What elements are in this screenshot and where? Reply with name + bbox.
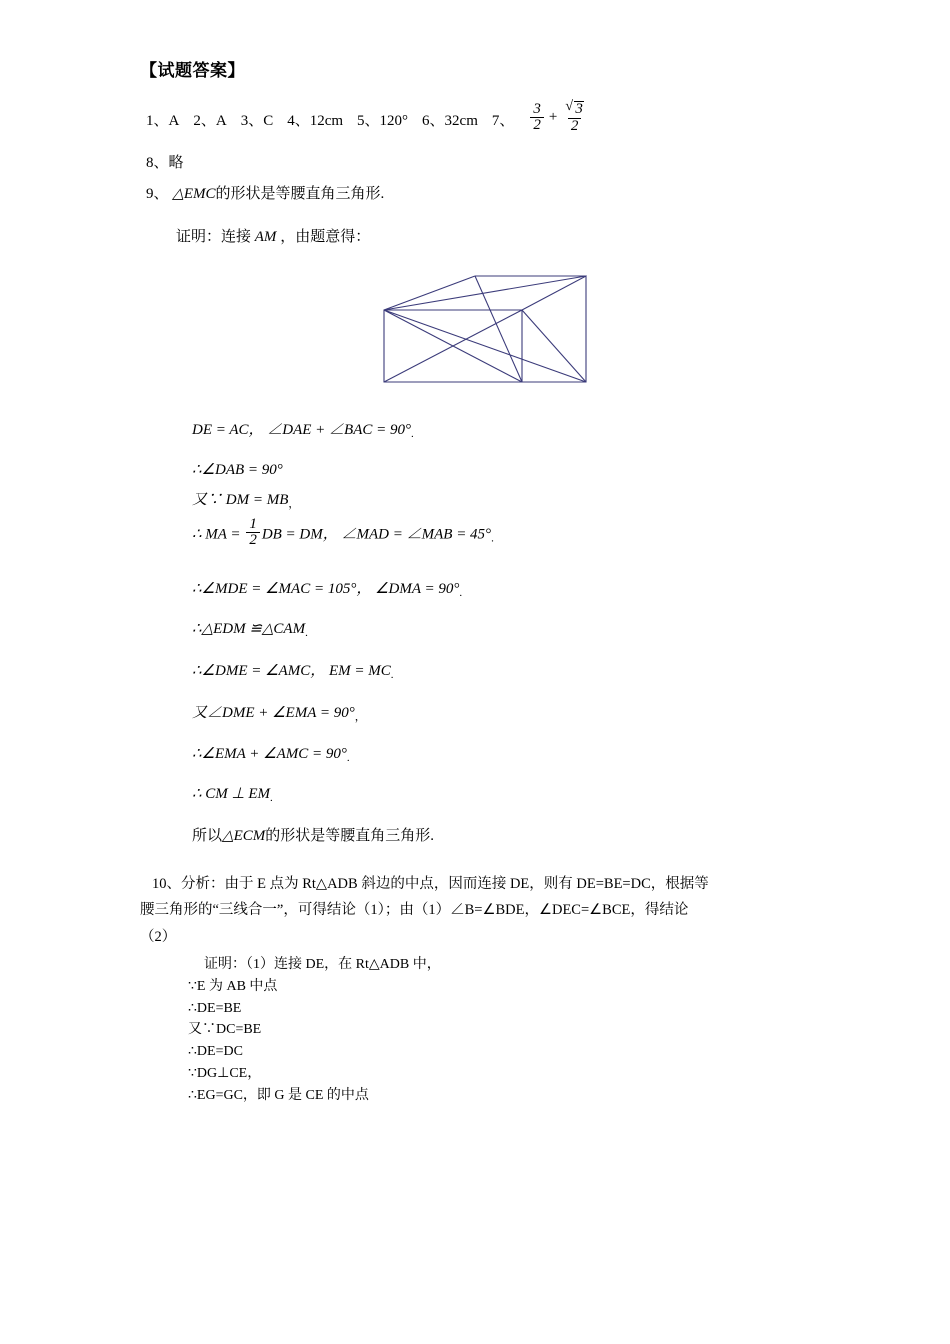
proof-step-1-tail: . — [411, 427, 414, 440]
item-10-proof-line-4: 又∵DC=BE — [188, 1022, 262, 1038]
proof-step-2 — [140, 460, 830, 480]
proof-step-3-tail: ， — [288, 497, 300, 510]
answer-item-5: 5、120° — [357, 113, 409, 130]
geometry-diagram — [380, 272, 590, 387]
answer-item-3: 3、C — [240, 113, 274, 130]
item-10-proof-line-7: ∴EG=GC，即 G 是 CE 的中点 — [188, 1087, 369, 1103]
item-10-proof-line-5: ∴DE=DC — [188, 1044, 243, 1060]
proof-step-9-tail: . — [346, 752, 350, 764]
proof-intro — [140, 225, 830, 246]
item-10-analysis-line-2: 腰三角形的“三线合一”，可得结论（1）；由（1）∠B=∠BDE，∠DEC=∠BCE，得结论 — [140, 902, 689, 919]
proof-step-10-text: ∴ CM ⊥ EM — [192, 786, 271, 802]
answer-item-4: 4、12cm — [287, 113, 344, 130]
answer-item-2: 2、A — [193, 113, 227, 130]
triangle-name-emc: EMC — [183, 185, 216, 202]
proof-step-1 — [140, 418, 830, 440]
triangle-name-ecm: ECM — [233, 828, 266, 844]
item-10-proof-line-1: 证明：（1）连接 DE，在 Rt△ADB 中， — [204, 957, 441, 973]
item-10-analysis-line-1: 10、分析：由于 E 点为 Rt△ADB 斜边的中点，因而连接 DE，则有 DE=BE=DC，根据等 — [152, 876, 709, 892]
proof-step-6 — [140, 619, 830, 639]
answer-item-1: 1、A — [146, 113, 180, 130]
proof-step-8 — [140, 701, 830, 724]
proof-step-6-tail: . — [305, 627, 308, 639]
conclusion-suffix: 的形状是等腰直角三角形. — [265, 828, 434, 844]
proof-step-3-text: 又∵ DM = MB — [192, 491, 289, 508]
proof-step-4 — [140, 515, 830, 552]
fraction-three-halves — [530, 102, 544, 135]
fraction-sqrt3-over-2 — [562, 101, 587, 135]
fraction-numerator: 3 — [533, 100, 541, 117]
proof-step-5-tail: . — [459, 587, 463, 599]
fraction-denominator: 2 — [530, 117, 544, 134]
triangle-symbol: △ — [222, 828, 234, 844]
proof-step-6-text: ∴△EDM ≌△CAM — [192, 621, 306, 637]
proof-step-7-text: ∴∠DME = ∠AMC， EM = MC — [192, 663, 391, 679]
fraction-numerator-sqrt: √ 3 — [562, 101, 587, 118]
objective-answers-row — [140, 100, 830, 137]
item-10-proof-line-3: ∴DE=BE — [188, 1000, 242, 1016]
item-9-label: 9、 — [146, 185, 169, 202]
proof-intro-prefix: 证明：连接 — [176, 228, 252, 245]
proof-step-8-text: 又∠DME + ∠EMA = 90° — [192, 705, 355, 721]
proof-step-9 — [140, 744, 830, 764]
item-9-text: 的形状是等腰直角三角形. — [215, 185, 385, 202]
proof-step-3 — [140, 488, 830, 511]
triangle-symbol: △ — [172, 185, 184, 202]
fraction-one-half: $\frac{1}{2}$ — [246, 517, 260, 550]
geometry-figure — [140, 272, 830, 392]
answer-item-7-label: 7、 — [491, 113, 515, 130]
page-title: 【试题答案】 — [140, 61, 245, 80]
proof-step-10 — [140, 784, 830, 804]
item-8: 8、略 — [146, 154, 184, 171]
answer-item-6: 6、32cm — [422, 113, 478, 130]
proof-conclusion — [140, 824, 830, 845]
proof-intro-suffix: ，由题意得： — [280, 228, 371, 245]
item-9 — [140, 182, 830, 203]
proof-step-4-tail: . — [491, 532, 494, 545]
proof-step-7-tail: . — [390, 669, 394, 681]
proof-step-4-text: ∴ MA = — [192, 526, 245, 543]
segment-am: AM — [254, 228, 277, 245]
proof-step-5 — [140, 577, 830, 599]
item-10-analysis-line-3: （2） — [140, 928, 177, 945]
item-10-proof-line-2: ∵E 为 AB 中点 — [188, 979, 278, 995]
proof-step-5-text: ∴∠MDE = ∠MAC = 105°， ∠DMA = 90° — [192, 581, 460, 597]
conclusion-prefix: 所以 — [192, 828, 223, 844]
proof-step-7 — [140, 659, 830, 681]
proof-step-4-text-cont: DB = DM， ∠MAD = ∠MAB = 45° — [261, 526, 492, 543]
plus-sign: + — [548, 109, 558, 126]
proof-step-8-tail: ， — [354, 711, 366, 723]
proof-step-10-tail: . — [270, 792, 273, 804]
proof-step-9-text: ∴∠EMA + ∠AMC = 90° — [192, 746, 347, 762]
fraction-denominator: 2 — [568, 118, 582, 135]
proof-step-1-text: DE = AC， ∠DAE + ∠BAC = 90° — [192, 421, 411, 438]
item-10-proof-line-6: ∵DG⊥CE， — [188, 1065, 262, 1081]
proof-step-2-text: ∴∠DAB = 90° — [192, 461, 283, 478]
